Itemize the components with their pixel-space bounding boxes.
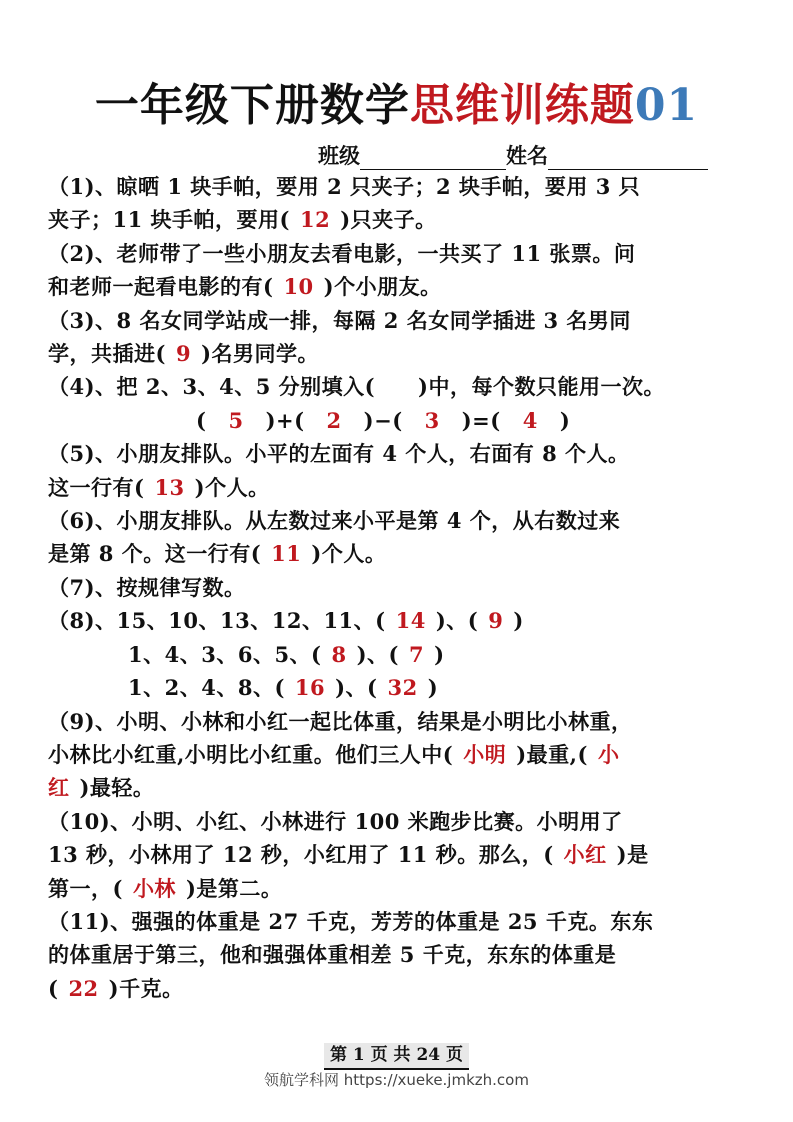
q1-line-1: （1)、晾晒 1 块手帕，要用 2 只夹子；2 块手帕，要用 3 只 [48,174,641,199]
q8-row-1-text: （8)、15、10、13、12、11、( [48,608,386,634]
q8-row-2-mid: )、( [356,641,399,667]
q9-line-1: （9)、小明、小林和小红一起比体重，结果是小明比小林重， [48,708,633,734]
page-number: 第 1 页 共 24 页 [324,1043,469,1070]
q1-text-b: )只夹子。 [340,207,437,233]
class-name-line [318,142,708,170]
q8-row-3-answer-2: 32 [387,675,418,701]
q4-paren-4: )=( [461,407,501,433]
title-part-3: 01 [634,80,699,131]
q2-line-2 [48,270,748,303]
q4-paren-2: )+( [265,407,305,433]
q3-text-a: 学，共插进( [48,341,166,367]
q9-line-3 [48,771,748,804]
q10-text-c: 第一，( [48,875,123,901]
page-title [0,78,793,134]
q2-line-1: （2)、老师带了一些小朋友去看电影，一共买了 11 张票。问 [48,240,636,266]
q1-text-a: 夹子；11 块手帕，要用( [48,207,290,233]
q9-answer-2-part-2: 红 [48,775,70,801]
q6-line-1: （6)、小朋友排队。从左数过来小平是第 4 个，从右数过来 [48,508,621,534]
q2-text-b: )个小朋友。 [323,274,442,300]
q2-text-a: 和老师一起看电影的有( [48,274,274,300]
q3-line-2 [48,337,748,370]
q8-row-3 [48,671,748,704]
title-part-1: 一年级下册数学 [94,80,410,131]
q9-answer-1: 小明 [463,741,507,767]
q11-answer: 22 [68,975,99,1001]
q8-row-3-end: ) [427,675,439,701]
q4-line-1: （4)、把 2、3、4、5 分别填入( )中，每个数只能用一次。 [48,374,665,400]
q8-row-1-mid: )、( [435,608,479,634]
q10-answer-2: 小林 [132,875,176,901]
q10-text-d: )是第二。 [185,875,283,901]
q4-answer-3: 3 [424,407,440,433]
q6-text-b: )个人。 [311,541,387,567]
name-label: 姓名 [506,143,548,168]
q8-row-2 [48,638,748,671]
page-footer [0,1043,793,1070]
q10-line-1: （10)、小明、小红、小林进行 100 米跑步比赛。小明用了 [48,808,623,834]
questions [48,170,748,1005]
name-blank[interactable] [548,147,708,170]
q8-row-2-end: ) [434,641,445,667]
q4-paren-1: ( [196,407,207,433]
q4-answer-1: 5 [228,407,244,433]
q5-text-a: 这一行有( [48,474,145,500]
q11-line-3 [48,972,748,1005]
q11-line-1: （11)、强强的体重是 27 千克，芳芳的体重是 25 千克。东东 [48,908,654,934]
q8-row-3-mid: )、( [335,675,378,701]
q4-answer-2: 2 [326,407,342,433]
q10-line-3 [48,872,748,905]
q8-row-3-text: 1、2、4、8、( [128,675,285,701]
q8-row-1-answer-1: 14 [395,608,426,634]
q11-text-b: )千克。 [108,975,184,1001]
q1-line-2 [48,203,748,236]
q10-answer-1: 小红 [563,842,607,868]
q9-answer-2-part-1: 小 [597,741,620,767]
q9-text-a: 小林比小红重,小明比小红重。他们三人中( [48,741,454,767]
q3-answer: 9 [175,341,192,367]
q4-paren-5: ) [559,407,571,433]
q8-row-1 [48,604,748,637]
q11-line-2: 的体重居于第三，他和强强体重相差 5 千克，东东的体重是 [48,942,617,968]
q3-text-b: )名男同学。 [201,341,319,367]
q6-text-a: 是第 8 个。这一行有( [48,541,262,567]
q10-text-a: 13 秒，小林用了 12 秒，小红用了 11 秒。那么，( [48,842,554,868]
q4-answer-4: 4 [522,407,538,433]
q8-row-2-answer-1: 8 [331,641,347,667]
q5-line-2 [48,471,748,504]
class-blank[interactable] [360,147,506,170]
q7-line-1: （7)、按规律写数。 [48,574,246,600]
q9-text-b: )最重,( [516,741,588,767]
q9-text-c: )最轻。 [79,775,155,801]
q1-answer: 12 [299,207,331,233]
q5-text-b: )个人。 [194,474,270,500]
q11-text-a: ( [48,975,59,1001]
q6-line-2 [48,537,748,570]
q8-row-3-answer-1: 16 [294,675,326,701]
class-label: 班级 [318,143,360,168]
q2-answer: 10 [283,274,314,300]
q4-paren-3: )−( [363,407,403,433]
q6-answer: 11 [271,541,302,567]
q5-line-1: （5)、小朋友排队。小平的左面有 4 个人，右面有 8 个人。 [48,441,630,467]
q4-equation [48,404,748,437]
title-part-2: 思维训练题 [409,80,635,131]
source-watermark[interactable]: 领航学科网 https://xueke.jmkzh.com [264,1071,529,1089]
q10-text-b: )是 [616,842,649,868]
q5-answer: 13 [154,474,185,500]
q9-line-2 [48,738,748,771]
q8-row-1-end: ) [513,608,524,634]
q10-line-2 [48,838,748,871]
q8-row-1-answer-2: 9 [488,608,504,634]
q8-row-2-text: 1、4、3、6、5、( [128,641,322,667]
q3-line-1: （3)、8 名女同学站成一排，每隔 2 名女同学插进 3 名男同 [48,307,631,333]
q8-row-2-answer-2: 7 [409,641,425,667]
